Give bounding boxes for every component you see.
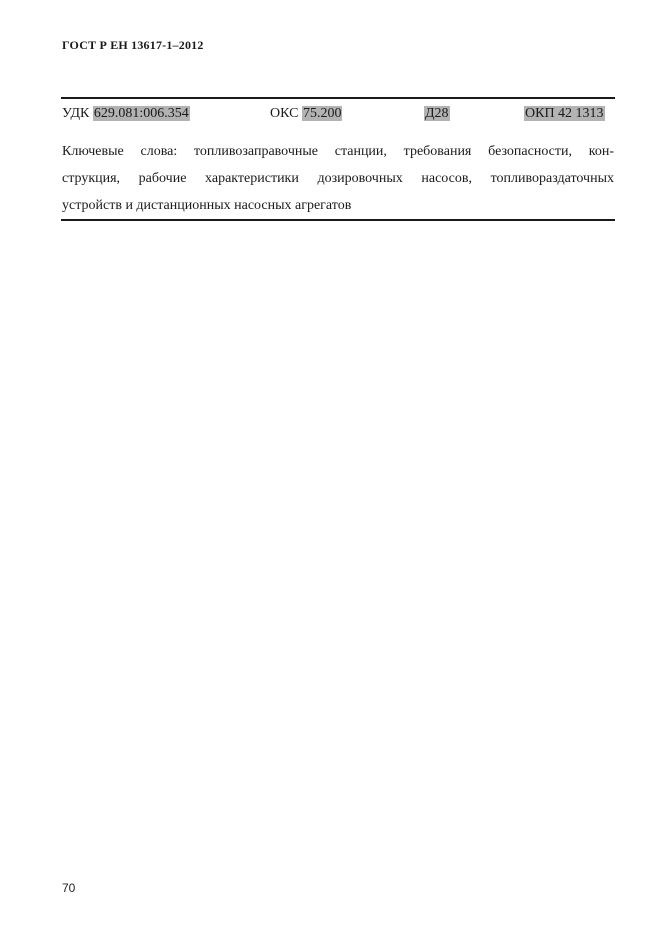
oks-code <box>270 106 342 122</box>
d-value: Д28 <box>425 106 449 121</box>
keywords-line-3: устройств и дистанционных насосных агрегатов <box>62 198 352 213</box>
d-code <box>424 106 450 122</box>
udk-value: 629.081:006.354 <box>93 106 189 121</box>
page-number: 70 <box>62 881 76 895</box>
udk-label: УДК <box>62 106 90 121</box>
udk-code <box>62 106 190 122</box>
oks-label: ОКС <box>270 106 299 121</box>
okp-code <box>524 106 605 122</box>
keywords-line-2: струкция, рабочие характеристики дозировочных насосов, топливораздаточных <box>62 171 614 186</box>
keywords-paragraph <box>62 138 614 219</box>
top-divider <box>61 97 615 99</box>
keywords-line-1: Ключевые слова: топливозаправочные станции, требования безопасности, кон- <box>62 144 614 159</box>
oks-value: 75.200 <box>302 106 342 121</box>
bottom-divider <box>61 219 615 221</box>
document-header-title: ГОСТ Р ЕН 13617-1–2012 <box>62 38 204 52</box>
okp-value: ОКП 42 1313 <box>525 106 604 121</box>
classification-row <box>62 106 614 124</box>
